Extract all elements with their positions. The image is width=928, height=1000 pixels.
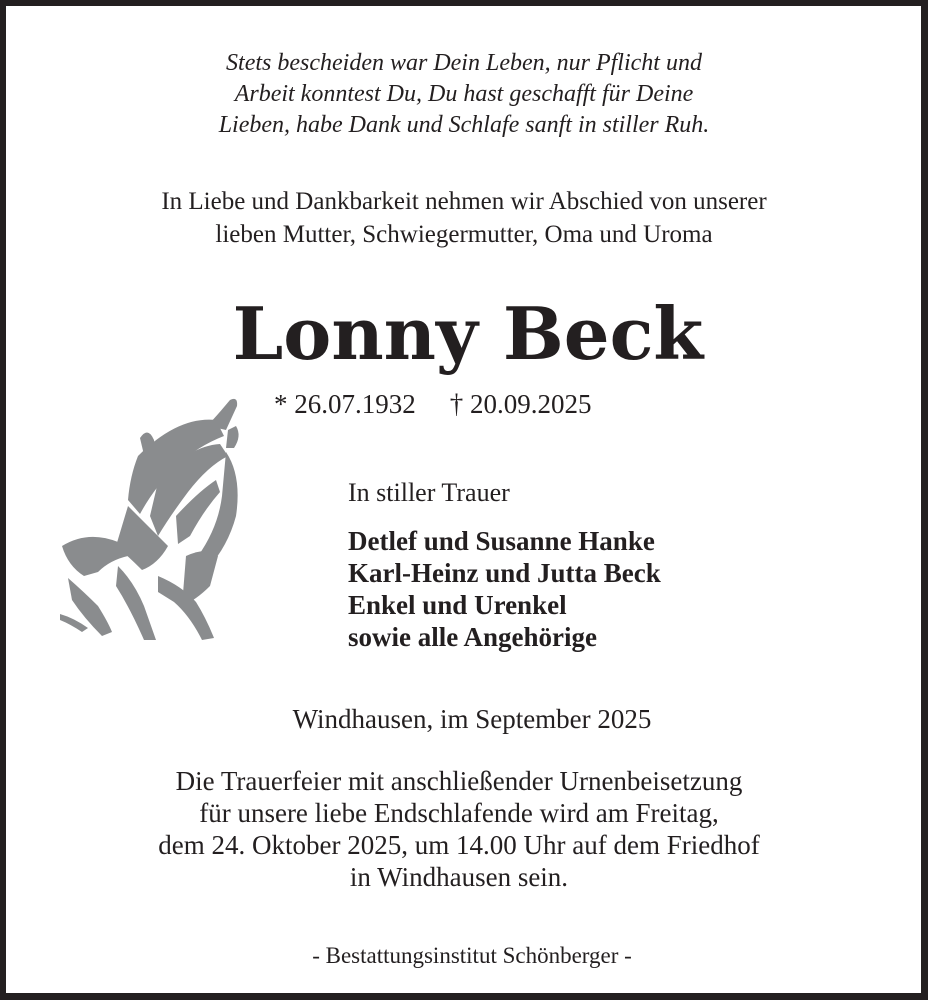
ceremony-text — [0, 765, 918, 893]
mourner: sowie alle Angehörige — [348, 622, 597, 652]
verse — [0, 48, 928, 141]
intro-line: In Liebe und Dankbarkeit nehmen wir Abschied von unserer — [161, 188, 767, 215]
mourner: Detlef und Susanne Hanke — [348, 526, 655, 556]
place-date: Windhausen, im September 2025 — [292, 704, 652, 734]
intro-text — [0, 185, 928, 251]
praying-hands-icon — [58, 396, 242, 642]
mourner: Enkel und Urenkel — [348, 590, 567, 620]
verse-line: Arbeit konntest Du, Du hast geschafft für Deine — [234, 81, 694, 107]
ceremony-line: in Windhausen sein. — [349, 862, 569, 892]
intro-line: lieben Mutter, Schwiegermutter, Oma und Uroma — [215, 221, 713, 248]
birth-date: 26.07.1932 — [294, 389, 416, 419]
death-date: 20.09.2025 — [470, 389, 592, 419]
verse-line: Stets bescheiden war Dein Leben, nur Pflicht und — [226, 50, 702, 76]
mourner: Karl-Heinz und Jutta Beck — [348, 558, 661, 588]
mourning-title: In stiller Trauer — [348, 478, 510, 507]
death-cross-icon: † — [449, 389, 464, 419]
mourners-list — [348, 525, 661, 653]
deceased-name: Lonny Beck — [232, 291, 704, 376]
undertaker: - Bestattungsinstitut Schönberger - — [312, 943, 632, 968]
ceremony-line: für unsere liebe Endschlafende wird am Freitag, — [199, 798, 719, 828]
birth-star-icon: * — [274, 389, 288, 419]
verse-line: Lieben, habe Dank und Schlafe sanft in stiller Ruh. — [218, 112, 710, 138]
life-dates — [274, 388, 592, 420]
ceremony-line: Die Trauerfeier mit anschließender Urnenbeisetzung — [175, 766, 743, 796]
ceremony-line: dem 24. Oktober 2025, um 14.00 Uhr auf dem Friedhof — [158, 830, 760, 860]
